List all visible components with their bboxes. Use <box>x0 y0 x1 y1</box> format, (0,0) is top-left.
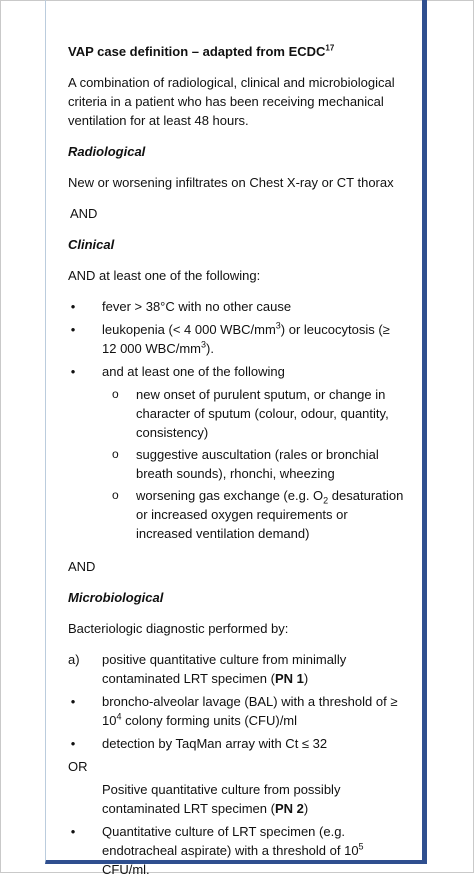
clinical-sub-auscultation <box>68 445 404 483</box>
sub-bullet-icon: o <box>112 387 119 401</box>
bullet-text: ). <box>206 341 214 356</box>
clinical-heading: Clinical <box>68 237 115 252</box>
list-label: a) <box>68 652 80 667</box>
bullet-icon: • <box>70 299 76 314</box>
title-reference: 17 <box>325 43 335 53</box>
bullet-icon: • <box>70 824 76 839</box>
sub-bullet-text: desaturation or increased oxygen requirements or increased ventilation demand) <box>136 488 404 541</box>
radiological-text: New or worsening infiltrates on Chest X-ray or CT thorax <box>68 175 394 190</box>
item-text: Positive quantitative culture from possibly contaminated LRT specimen ( <box>102 782 341 816</box>
bullet-text: broncho-alveolar lavage (BAL) with a threshold of ≥ 10 <box>102 694 398 728</box>
clinical-sub-gas-exchange <box>68 486 404 543</box>
title-text: VAP case definition – adapted from ECDC <box>68 44 326 59</box>
superscript: 5 <box>358 841 364 852</box>
bullet-text: Quantitative culture of LRT specimen (e.g. endotracheal aspirate) with a threshold of 10 <box>102 824 359 858</box>
clinical-bullet-wbc <box>68 320 404 358</box>
clinical-bullet-fever <box>68 297 404 316</box>
bullet-text: ) or leucocytosis (≥ 12 000 WBC/mm <box>102 322 390 356</box>
and-separator-1: AND <box>70 206 98 221</box>
and-separator-2: AND <box>68 559 96 574</box>
item-bold-text: PN 1 <box>274 671 304 686</box>
radiological-heading: Radiological <box>68 144 146 159</box>
micro-item-a <box>68 650 404 688</box>
clinical-bullet-and <box>68 362 404 381</box>
bullet-icon: • <box>70 322 76 337</box>
item-text: ) <box>303 671 309 686</box>
bullet-text: colony forming units (CFU)/ml <box>121 713 298 728</box>
microbiological-lead: Bacteriologic diagnostic performed by: <box>68 621 289 636</box>
micro-bullet-taqman <box>68 734 404 753</box>
or-separator: OR <box>68 759 88 774</box>
clinical-lead: AND at least one of the following: <box>68 268 261 283</box>
sub-bullet-text: new onset of purulent sputum, or change in character of sputum (colour, odour, quantity, consistency) <box>136 387 389 440</box>
microbiological-heading: Microbiological <box>68 590 164 605</box>
vap-definition <box>68 42 404 883</box>
superscript: 3 <box>200 339 206 350</box>
sub-bullet-text: worsening gas exchange (e.g. O <box>136 488 324 503</box>
document-title <box>68 42 404 61</box>
bullet-icon: • <box>70 736 76 751</box>
bullet-text: fever > 38°C with no other cause <box>102 299 292 314</box>
bullet-text: CFU/ml. <box>102 862 150 877</box>
micro-item-pn2 <box>68 780 404 818</box>
superscript: 4 <box>116 711 122 722</box>
item-text: ) <box>303 801 309 816</box>
sub-bullet-icon: o <box>112 488 119 502</box>
micro-bullet-bal <box>68 692 404 730</box>
item-bold-text: PN 2 <box>274 801 304 816</box>
sub-bullet-icon: o <box>112 447 119 461</box>
micro-bullet-quantitative <box>68 822 404 879</box>
bullet-text: leukopenia (< 4 000 WBC/mm <box>102 322 276 337</box>
bullet-icon: • <box>70 364 76 379</box>
clinical-sub-sputum <box>68 385 404 442</box>
bullet-icon: • <box>70 694 76 709</box>
item-text: positive quantitative culture from minimally contaminated LRT specimen ( <box>102 652 347 686</box>
subscript: 2 <box>323 495 329 506</box>
sub-bullet-text: suggestive auscultation (rales or bronchial breath sounds), rhonchi, wheezing <box>136 447 379 481</box>
superscript: 3 <box>275 320 281 331</box>
intro-paragraph: A combination of radiological, clinical and microbiological criteria in a patient who has been receiving mechanical ventilation for at least 48 hours. <box>68 75 395 128</box>
bullet-text: and at least one of the following <box>102 364 285 379</box>
bullet-text: detection by TaqMan array with Ct ≤ 32 <box>102 736 328 751</box>
